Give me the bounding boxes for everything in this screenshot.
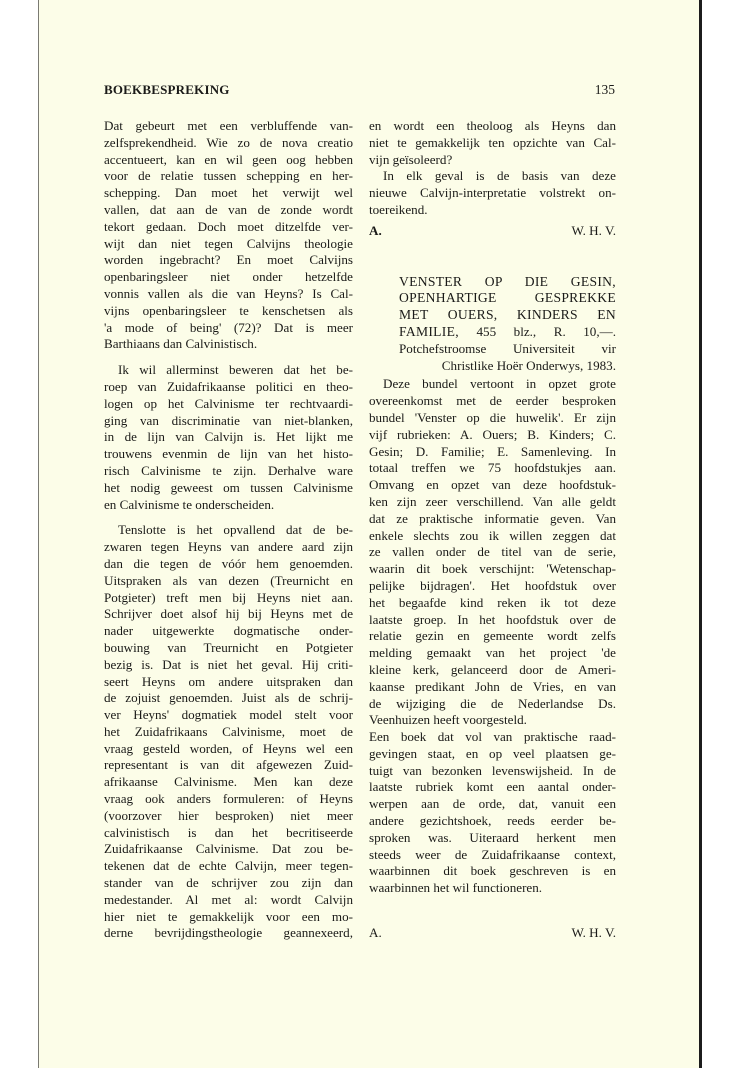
- text-line: sproken was. Uiteraard herkent men: [369, 829, 616, 845]
- review-title-line: MET OUERS, KINDERS EN: [399, 307, 616, 323]
- text-line: voor de relatie tussen schepping en her-: [104, 168, 353, 184]
- text-line: gevingen staat, en op veel plaatsen ge-: [369, 745, 616, 761]
- text-line: Potgieter) treft men bij Heyns niet aan.: [104, 589, 353, 605]
- text-line: tekenen dat de echte Calvijn, meer tegen-: [104, 858, 353, 874]
- review-publisher-line: Christlike Hoër Onderwys, 1983.: [441, 357, 616, 373]
- text-line: ze vallen onder de titel van de serie,: [369, 544, 616, 560]
- text-line: logen op het Calvinisme ter rechtvaardi-: [104, 395, 353, 411]
- text-line: waarbinnen dit boek geschreven is en: [369, 863, 616, 879]
- text-line: tuigt van bezonken levenswijsheid. In de: [369, 762, 616, 778]
- review-pages-price: 455 blz., R. 10,—.: [476, 323, 616, 339]
- text-line: laatste groep. In het hoofdstuk over de: [369, 611, 616, 627]
- signature-initial: A.: [369, 925, 382, 941]
- text-line: kleine kerk, gelanceerd door de Ameri-: [369, 661, 616, 677]
- text-line: In elk geval is de basis van deze: [383, 168, 616, 184]
- review-body: [369, 376, 616, 897]
- review-continuation: [369, 118, 616, 219]
- text-line: medestander. Al met al: wordt Calvijn: [104, 891, 353, 907]
- text-line: de wijziging die de Nederlandse Ds.: [369, 695, 616, 711]
- text-line: wijt dan niet tegen Calvijns theologie: [104, 235, 353, 251]
- text-line: tekort gedaan. Doch moet ditzelfde ver-: [104, 218, 353, 234]
- signature-1: [369, 223, 616, 240]
- review-publisher-line: Potchefstroomse Universiteit vir: [399, 340, 616, 356]
- text-line: andere gezichtshoek, reeds eerder be-: [369, 813, 616, 829]
- text-line: Deze bundel vertoont in opzet grote: [383, 376, 616, 392]
- text-line: accentueert, kan en wil geen oog hebben: [104, 151, 353, 167]
- text-line: bouwing van Treurnicht en Potgieter: [104, 639, 353, 655]
- text-line: Uitspraken als van dezen (Treurnicht en: [104, 572, 353, 588]
- text-line: risch Calvinisme te zijn. Derhalve ware: [104, 462, 353, 478]
- text-line: trouwens evenmin de lijn van het histo-: [104, 446, 353, 462]
- text-line: ken zijn zeer verschillend. Van alle geldt: [369, 493, 616, 509]
- text-line: enkele slechts zou ik willen zeggen dat: [369, 527, 616, 543]
- text-line: Gesin; D. Familie; E. Samenleving. In: [369, 443, 616, 459]
- text-line: Ik wil allerminst beweren dat het be-: [118, 362, 353, 378]
- text-line: het Zuidafrikaans Calvinisme, moet de: [104, 723, 353, 739]
- text-line: dat ze praktische informatie geven. Van: [369, 510, 616, 526]
- text-line: hier niet te gemakkelijk voor een mo-: [104, 908, 353, 924]
- text-line: in de lijn van Calvijn is. Het lijkt me: [104, 429, 353, 445]
- page-number: 135: [594, 82, 615, 97]
- text-line: Barthiaans dan Calvinistisch.: [104, 336, 258, 352]
- text-line: vijn geïsoleerd?: [369, 151, 453, 167]
- text-line: zelfsprekendheid. Wie zo de nova creatio: [104, 134, 353, 150]
- text-line: overeenkomst met de eerder besproken: [369, 393, 616, 409]
- text-line: schepping. Dan moet het verwijt wel: [104, 185, 353, 201]
- text-line: afrikaanse Calvinisme. Men kan deze: [104, 774, 353, 790]
- text-line: nader uitgewerkte dogmatische onder-: [104, 623, 353, 639]
- text-line: en Calvinisme te onderscheiden.: [104, 496, 275, 512]
- text-line: totaal treffen we 75 hoofdstukjes aan.: [369, 460, 616, 476]
- text-line: bezig is. Dat is niet het geval. Hij criti-: [104, 656, 353, 672]
- review-title-line: OPENHARTIGE GESPREKKE: [399, 290, 616, 306]
- text-line: waarbinnen het wil functioneren.: [369, 880, 543, 896]
- text-line: 'a mode of being' (72)? Dat is meer: [104, 319, 353, 335]
- text-line: toereikend.: [369, 201, 428, 217]
- signature-name: W. H. V.: [571, 222, 616, 238]
- text-line: roep van Zuidafrikaanse politici en theo-: [104, 378, 353, 394]
- text-line: laatste rubriek komt een aantal onder-: [369, 779, 616, 795]
- text-line: dan die tegen de vóór hem genoemden.: [104, 555, 353, 571]
- text-line: pelijke bijdragen'. Het hoofdstuk over: [369, 577, 616, 593]
- text-line: vallen, dat aan de van de zonde wordt: [104, 201, 353, 217]
- text-line: calvinistisch is dan het becritiseerde: [104, 824, 353, 840]
- review-title-details: [399, 324, 616, 341]
- review-title-last: FAMILIE,: [399, 323, 459, 339]
- review-heading: [399, 274, 616, 375]
- text-line: werpen aan de orde, dat, vanuit een: [369, 796, 616, 812]
- text-line: en wordt een theoloog als Heyns dan: [369, 118, 616, 133]
- text-line: bundel 'Venster op die huwelik'. Er zijn: [369, 409, 616, 425]
- text-line: Schrijver doet alsof hij bij Heyns met de: [104, 606, 353, 622]
- text-line: Een boek dat vol van praktische raad-: [369, 729, 616, 745]
- text-line: openbaringsleer niet onder hetzelfde: [104, 269, 353, 285]
- text-line: Tenslotte is het opvallend dat de be-: [118, 522, 353, 538]
- text-line: seert Heyns om andere uitspraken dan: [104, 673, 353, 689]
- text-line: niet te gemakkelijk ten opzichte van Cal-: [369, 134, 616, 150]
- text-line: zwaren tegen Heyns van andere aard zijn: [104, 539, 353, 555]
- signature-name: W. H. V.: [571, 925, 616, 941]
- left-column: [104, 118, 353, 942]
- text-line: relatie gezin en gemeente wordt zelfs: [369, 628, 616, 644]
- text-line: ging van discriminatie van niet-blanken,: [104, 412, 353, 428]
- paragraph-gap: [104, 353, 353, 362]
- text-line: vraag ook anders formuleren: of Heyns: [104, 791, 353, 807]
- text-line: vonnis vallen als die van Heyns? Is Cal-: [104, 285, 353, 301]
- text-line: worden ingebracht? En moet Calvijns: [104, 252, 353, 268]
- text-line: vijns openbaringsleer te kenschetsen als: [104, 302, 353, 318]
- text-line: nieuwe Calvijn-interpretatie volstrekt on-: [369, 185, 616, 201]
- review-title-line: VENSTER OP DIE GESIN,: [399, 273, 616, 289]
- page-header: [104, 82, 615, 102]
- text-line: kaanse predikant John de Vries, en van: [369, 678, 616, 694]
- text-line: derne bevrijdingstheologie geannexeerd,: [104, 925, 353, 941]
- text-line: melding gemaakt van het project 'de: [369, 645, 616, 661]
- text-line: Dat gebeurt met een verbluffende van-: [104, 118, 353, 133]
- text-line: (voorzover hier besproken) niet meer: [104, 807, 353, 823]
- running-head: BOEKBESPREKING: [104, 82, 230, 97]
- text-line: representant is van dit afgewezen Zuid-: [104, 757, 353, 773]
- text-line: het nodig geweest om tussen Calvinisme: [104, 479, 353, 495]
- text-line: Veenhuizen heeft voorgesteld.: [369, 712, 527, 728]
- signature-2: [369, 925, 616, 942]
- signature-initial: A.: [369, 222, 382, 238]
- paragraph-gap: [104, 513, 353, 522]
- text-line: Omvang en opzet van deze hoofdstuk-: [369, 477, 616, 493]
- text-line: steeds weer de Zuidafrikaanse context,: [369, 846, 616, 862]
- text-line: vijf rubrieken: A. Ouers; B. Kinders; C.: [369, 426, 616, 442]
- text-line: ver Heyns' dogmatiek model stelt voor: [104, 707, 353, 723]
- text-line: Zuidafrikaanse Calvinisme. Dat zou be-: [104, 841, 353, 857]
- text-line: stander van de schrijver zou zijn dan: [104, 875, 353, 891]
- text-line: vraag gesteld worden, of Heyns wel een: [104, 740, 353, 756]
- text-line: de zojuist genoemden. Juist als de schrij-: [104, 690, 353, 706]
- scan-margin-left: [0, 0, 38, 1068]
- scan-margin-right: [702, 0, 738, 1068]
- text-line: het begaafde kind reken ik tot deze: [369, 594, 616, 610]
- text-line: waarin dit boek verschijnt: 'Wetenschap-: [369, 561, 616, 577]
- right-column: [369, 118, 616, 942]
